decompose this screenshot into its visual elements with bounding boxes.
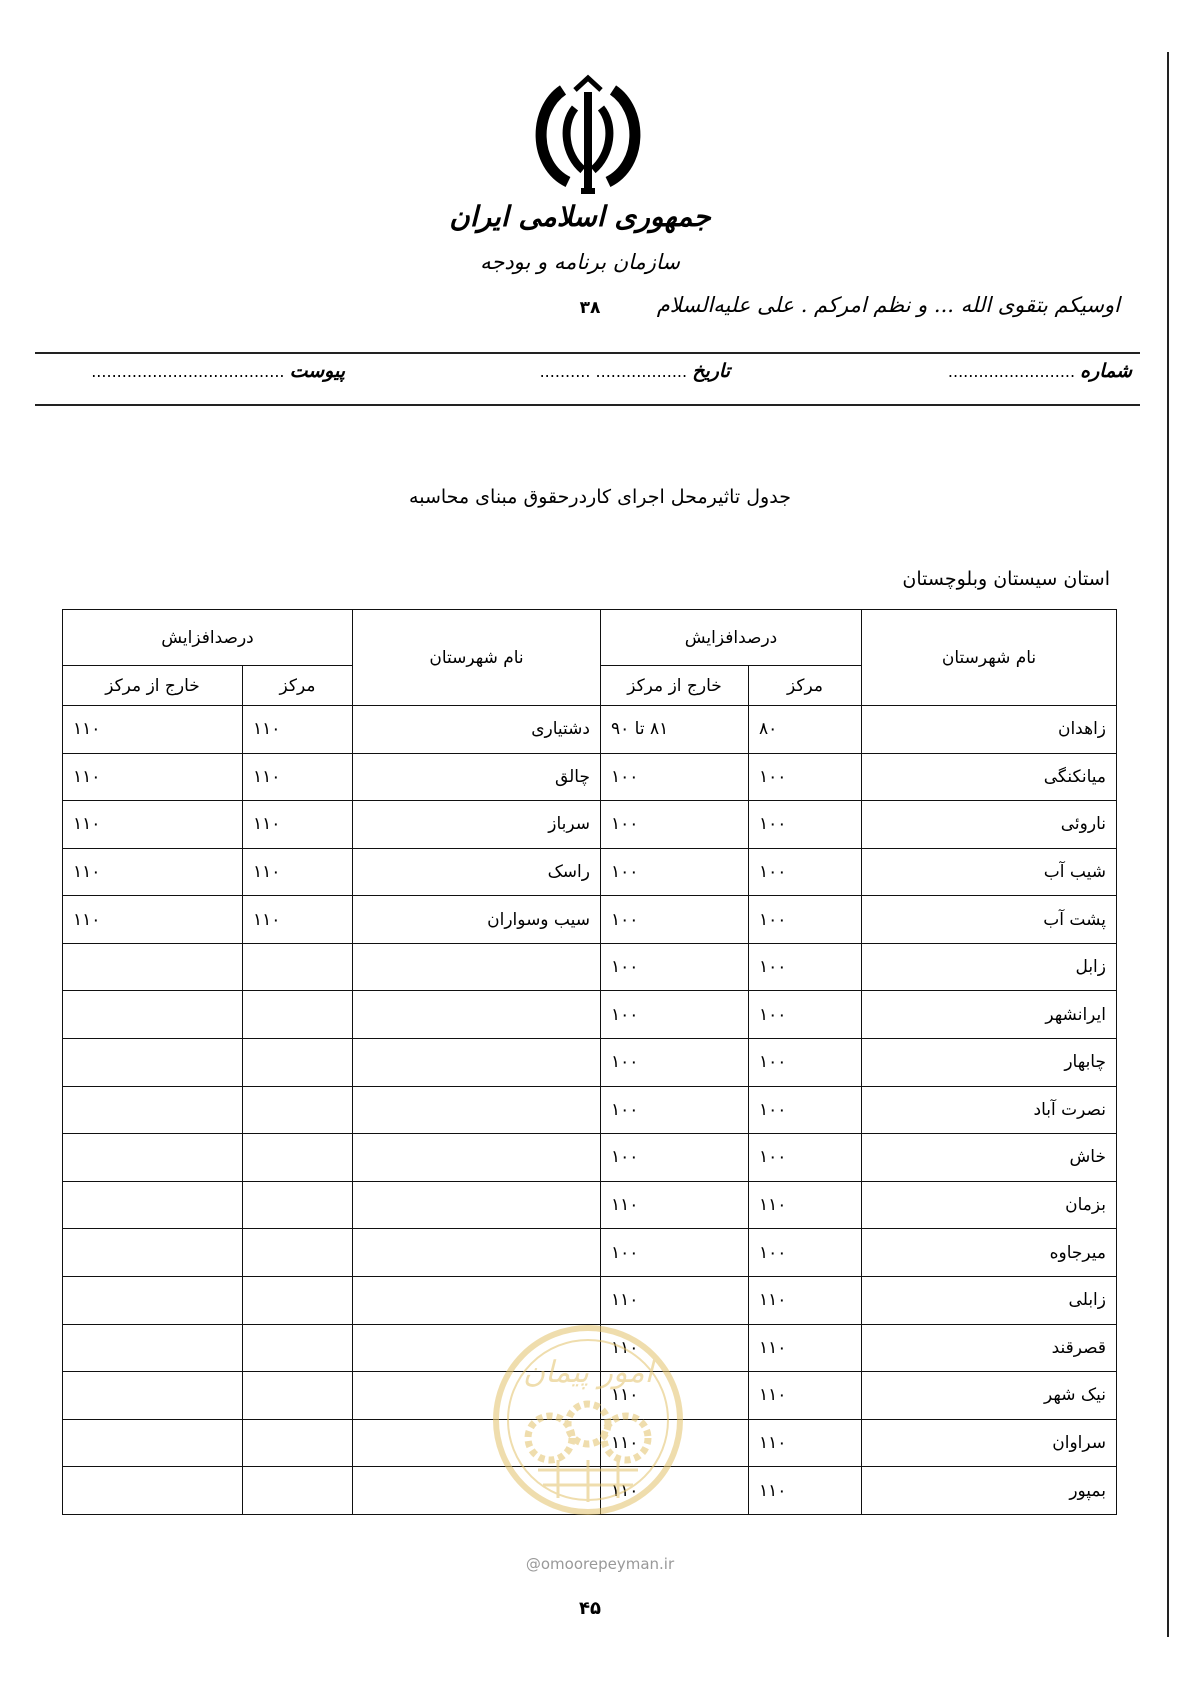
attachment-label: پیوست: [289, 360, 345, 382]
county2-cell: سرباز: [353, 801, 601, 849]
center2-cell: [243, 1276, 353, 1324]
center2-cell: [243, 1324, 353, 1372]
county2-cell: [353, 1039, 601, 1087]
center-cell: ۱۱۰: [749, 1276, 862, 1324]
center2-cell: ۱۱۰: [243, 706, 353, 754]
outside2-cell: [63, 1229, 243, 1277]
table-row: [63, 896, 1117, 944]
county2-cell: [353, 1086, 601, 1134]
county-cell: ایرانشهر: [862, 991, 1117, 1039]
center-cell: ۱۱۰: [749, 1419, 862, 1467]
center-cell: ۱۰۰: [749, 1134, 862, 1182]
center2-cell: [243, 943, 353, 991]
county2-cell: چالق: [353, 753, 601, 801]
attachment-value: ......................................: [91, 362, 285, 381]
outside2-cell: [63, 1181, 243, 1229]
county-cell: سراوان: [862, 1419, 1117, 1467]
county-cell: خاش: [862, 1134, 1117, 1182]
county-cell: زابلی: [862, 1276, 1117, 1324]
center2-cell: [243, 991, 353, 1039]
outside-cell: ۱۰۰: [601, 1086, 749, 1134]
outside-cell: ۱۱۰: [601, 1467, 749, 1515]
outside-cell: ۱۰۰: [601, 801, 749, 849]
county-cell: بمپور: [862, 1467, 1117, 1515]
date-field: [540, 360, 730, 382]
country-name: جمهوری اسلامی ایران: [449, 200, 711, 233]
organization-name: سازمان برنامه و بودجه: [480, 250, 680, 274]
header-divider-top: [35, 352, 1140, 354]
table-row: [63, 753, 1117, 801]
website-link[interactable]: @omoorepeyman.ir: [525, 1555, 675, 1573]
header-divider-bottom: [35, 404, 1140, 406]
outside-cell: ۱۰۰: [601, 848, 749, 896]
table-row: [63, 706, 1117, 754]
watermark-text: امور پیمان: [523, 1355, 653, 1390]
center-cell: ۱۰۰: [749, 1086, 862, 1134]
center-cell: ۸۰: [749, 706, 862, 754]
province-name: استان سیستان وبلوچستان: [902, 568, 1110, 590]
county2-cell: [353, 991, 601, 1039]
center-cell: ۱۰۰: [749, 1229, 862, 1277]
outside-cell: ۱۰۰: [601, 1134, 749, 1182]
outside2-cell: [63, 1324, 243, 1372]
county-header-right: نام شهرستان: [862, 610, 1117, 706]
center2-cell: ۱۱۰: [243, 801, 353, 849]
center2-cell: ۱۱۰: [243, 896, 353, 944]
county-cell: زابل: [862, 943, 1117, 991]
center-header-left: مرکز: [243, 666, 353, 706]
county-cell: پشت آب: [862, 896, 1117, 944]
outside2-cell: [63, 1467, 243, 1515]
center-cell: ۱۰۰: [749, 753, 862, 801]
outside-cell: ۱۰۰: [601, 943, 749, 991]
table-row: [63, 801, 1117, 849]
county-cell: شیب آب: [862, 848, 1117, 896]
increase-header-right: درصدافزایش: [601, 610, 862, 666]
outside2-cell: ۱۱۰: [63, 801, 243, 849]
outside-cell: ۱۰۰: [601, 753, 749, 801]
outside2-cell: ۱۱۰: [63, 848, 243, 896]
outside2-cell: [63, 991, 243, 1039]
county-cell: میانکنگی: [862, 753, 1117, 801]
center2-cell: [243, 1134, 353, 1182]
page-edge-line: [1167, 52, 1169, 1637]
iran-emblem-icon: [523, 70, 653, 200]
county2-cell: [353, 1276, 601, 1324]
outside-cell: ۱۰۰: [601, 896, 749, 944]
county2-cell: سیب وسواران: [353, 896, 601, 944]
county-cell: چابهار: [862, 1039, 1117, 1087]
outside2-cell: ۱۱۰: [63, 753, 243, 801]
center-cell: ۱۰۰: [749, 943, 862, 991]
center2-cell: ۱۱۰: [243, 753, 353, 801]
county-cell: بزمان: [862, 1181, 1117, 1229]
county2-cell: [353, 1134, 601, 1182]
attachment-field: [91, 360, 345, 382]
increase-header-left: درصدافزایش: [63, 610, 353, 666]
outside2-cell: [63, 1134, 243, 1182]
outside2-cell: ۱۱۰: [63, 706, 243, 754]
outside-cell: ۱۱۰: [601, 1276, 749, 1324]
table-row: [63, 848, 1117, 896]
center2-cell: [243, 1229, 353, 1277]
center-cell: ۱۰۰: [749, 801, 862, 849]
county-cell: زاهدان: [862, 706, 1117, 754]
center2-cell: [243, 1181, 353, 1229]
page-number: ۴۵: [579, 1598, 601, 1619]
outside2-cell: [63, 1372, 243, 1420]
page-code: ۳۸: [579, 298, 601, 318]
outside-cell: ۱۱۰: [601, 1419, 749, 1467]
omoor-peyman-seal-icon: [488, 1320, 688, 1520]
county2-cell: راسک: [353, 848, 601, 896]
outside2-cell: ۱۱۰: [63, 896, 243, 944]
center2-cell: [243, 1039, 353, 1087]
center2-cell: [243, 1372, 353, 1420]
number-value: .........................: [947, 362, 1076, 381]
county-cell: ناروئی: [862, 801, 1117, 849]
outside2-cell: [63, 1419, 243, 1467]
center-header-right: مرکز: [749, 666, 862, 706]
center-cell: ۱۱۰: [749, 1467, 862, 1515]
center2-cell: [243, 1086, 353, 1134]
document-title: جدول تاثیرمحل اجرای کاردرحقوق مبنای محاسبه: [409, 486, 791, 508]
center-cell: ۱۰۰: [749, 991, 862, 1039]
county2-cell: [353, 1181, 601, 1229]
center2-cell: [243, 1467, 353, 1515]
table-row: [63, 1229, 1117, 1277]
number-field: [948, 360, 1132, 382]
date-label: تاریخ: [692, 360, 730, 382]
outside-cell: ۱۱۰: [601, 1372, 749, 1420]
outside2-cell: [63, 1276, 243, 1324]
county2-cell: [353, 1229, 601, 1277]
outside-cell: ۱۱۰: [601, 1324, 749, 1372]
county2-cell: دشتیاری: [353, 706, 601, 754]
county-cell: نیک شهر: [862, 1372, 1117, 1420]
outside2-cell: [63, 1039, 243, 1087]
outside-header-right: خارج از مرکز: [601, 666, 749, 706]
center2-cell: ۱۱۰: [243, 848, 353, 896]
outside-header-left: خارج از مرکز: [63, 666, 243, 706]
county-header-left: نام شهرستان: [353, 610, 601, 706]
county-cell: میرجاوه: [862, 1229, 1117, 1277]
center-cell: ۱۰۰: [749, 1039, 862, 1087]
table-row: [63, 1086, 1117, 1134]
center-cell: ۱۱۰: [749, 1372, 862, 1420]
center-cell: ۱۱۰: [749, 1181, 862, 1229]
center-cell: ۱۱۰: [749, 1324, 862, 1372]
table-row: [63, 1181, 1117, 1229]
number-label: شماره: [1080, 360, 1132, 382]
outside-cell: ۱۱۰: [601, 1181, 749, 1229]
outside-cell: ۱۰۰: [601, 1039, 749, 1087]
center-cell: ۱۰۰: [749, 896, 862, 944]
handwritten-quote: اوسیکم بتقوی الله ... و نظم امرکم . علی علیه‌السلام: [656, 293, 1120, 317]
table-row: [63, 1276, 1117, 1324]
table-row: [63, 1134, 1117, 1182]
table-row: [63, 943, 1117, 991]
table-row: [63, 991, 1117, 1039]
outside-cell: ۱۰۰: [601, 991, 749, 1039]
outside-cell: ۱۰۰: [601, 1229, 749, 1277]
center-cell: ۱۰۰: [749, 848, 862, 896]
county2-cell: [353, 943, 601, 991]
date-value: .................. ..........: [539, 362, 688, 381]
table-row: [63, 1039, 1117, 1087]
county-cell: نصرت آباد: [862, 1086, 1117, 1134]
center2-cell: [243, 1419, 353, 1467]
outside2-cell: [63, 943, 243, 991]
county-cell: قصرقند: [862, 1324, 1117, 1372]
outside-cell: ۸۱ تا ۹۰: [601, 706, 749, 754]
outside2-cell: [63, 1086, 243, 1134]
